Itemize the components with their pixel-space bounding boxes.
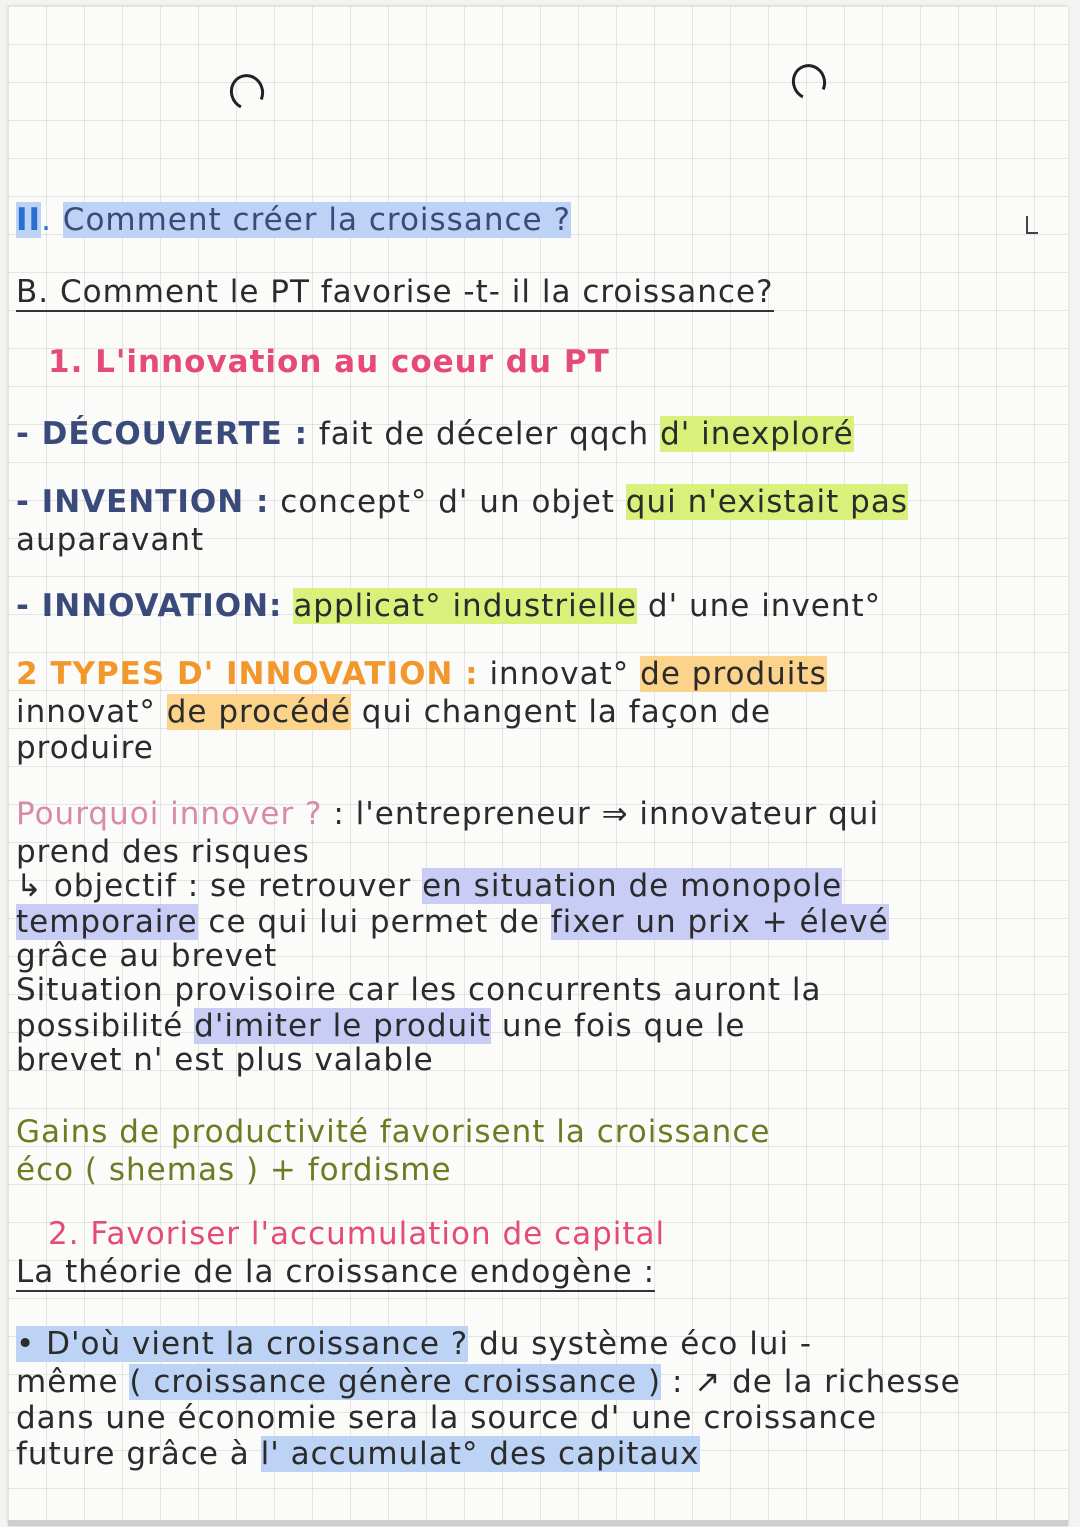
- definition-invention: - INVENTION : concept° d' un objet qui n'existait pas: [16, 484, 908, 520]
- binder-hole-left: [225, 69, 269, 114]
- pourquoi-line-2: prend des risques: [16, 834, 310, 870]
- notebook-page: [8, 6, 1068, 1526]
- types-line-1: 2 TYPES D' INNOVATION : innovat° de produits: [16, 656, 827, 692]
- pourquoi-line-6: Situation provisoire car les concurrents auront la: [16, 972, 822, 1008]
- pourquoi-line-5: grâce au brevet: [16, 938, 278, 974]
- bullet-line-1: • D'où vient la croissance ? du système éco lui -: [16, 1326, 813, 1362]
- subsection-1-title: 1. L'innovation au coeur du PT: [48, 344, 610, 380]
- subsection-2-title: 2. Favoriser l'accumulation de capital: [48, 1216, 666, 1252]
- section-b-heading: B. Comment le PT favorise -t- il la croissance?: [16, 274, 774, 310]
- bullet-line-2: même ( croissance génère croissance ) : ↗ de la richesse: [16, 1364, 961, 1400]
- gains-line-2: éco ( shemas ) + fordisme: [16, 1152, 452, 1188]
- pourquoi-line-1: Pourquoi innover ? : l'entrepreneur ⇒ innovateur qui: [16, 796, 880, 832]
- margin-mark: [1026, 216, 1038, 234]
- definition-decouverte: - DÉCOUVERTE : fait de déceler qqch d' inexploré: [16, 416, 854, 452]
- types-line-2: innovat° de procédé qui changent la façon de: [16, 694, 771, 730]
- pourquoi-line-3: ↳ objectif : se retrouver en situation de monopole: [16, 868, 843, 904]
- bullet-line-4: future grâce à l' accumulat° des capitaux: [16, 1436, 700, 1472]
- bullet-line-3: dans une économie sera la source d' une croissance: [16, 1400, 878, 1436]
- gains-line-1: Gains de productivité favorisent la croissance: [16, 1114, 771, 1150]
- theory-heading: La théorie de la croissance endogène :: [16, 1254, 656, 1290]
- main-title: II. Comment créer la croissance ?: [16, 202, 571, 238]
- binder-hole-right: [787, 59, 831, 104]
- definition-innovation: - INNOVATION: applicat° industrielle d' une invent°: [16, 588, 882, 624]
- pourquoi-line-7: possibilité d'imiter le produit une fois que le: [16, 1008, 746, 1044]
- definition-invention-cont: auparavant: [16, 522, 205, 558]
- pourquoi-line-4: temporaire ce qui lui permet de fixer un prix + élevé: [16, 904, 889, 940]
- types-line-3: produire: [16, 730, 154, 766]
- pourquoi-line-8: brevet n' est plus valable: [16, 1042, 434, 1078]
